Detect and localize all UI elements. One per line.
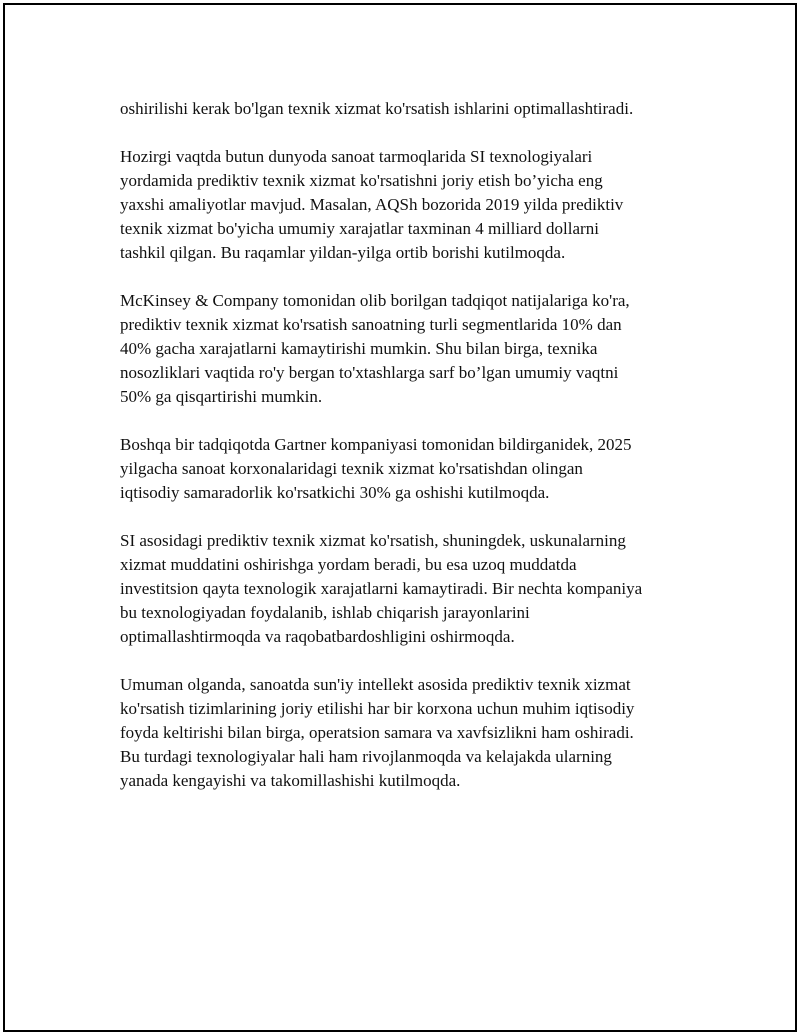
paragraph-2: Hozirgi vaqtda butun dunyoda sanoat tarmoqlarida SI texnologiyalari yordamida prediktiv texnik xizmat ko'rsatishni joriy etish bo’yicha eng yaxshi amaliyotlar mavjud. Masalan, AQSh bozorida 2019 yilda prediktiv texnik xizmat bo'yicha umumiy xarajatlar taxminan 4 milliard dollarni tashkil qilgan. Bu raqamlar yildan-yilga ortib borishi kutilmoqda.	[120, 147, 624, 262]
paragraph-6: Umuman olganda, sanoatda sun'iy intellekt asosida prediktiv texnik xizmat ko'rsatish tizimlarining joriy etilishi har bir korxona uchun muhim iqtisodiy foyda keltirishi bilan birga, operatsion samara va xavfsizlikni ham oshiradi. Bu turdagi texnologiyalar hali ham rivojlanmoqda va kelajakda ularning yanada kengayishi va takomillashishi kutilmoqda.	[120, 675, 635, 790]
paragraph-1: oshirilishi kerak bo'lgan texnik xizmat ko'rsatish ishlarini optimallashtiradi.	[120, 99, 634, 118]
document-page	[3, 3, 797, 1032]
paragraph-5: SI asosidagi prediktiv texnik xizmat ko'rsatish, shuningdek, uskunalarning xizmat muddatini oshirishga yordam beradi, bu esa uzoq muddatda investitsion qayta texnologik xarajatlarni kamaytiradi. Bir nechta kompaniya bu texnologiyadan foydalanib, ishlab chiqarish jarayonlarini optimallashtirmoqda va raqobatbardoshligini oshirmoqda.	[120, 531, 643, 646]
paragraph-3: McKinsey & Company tomonidan olib borilgan tadqiqot natijalariga ko'ra, prediktiv texnik xizmat ko'rsatish sanoatning turli segmentlarida 10% dan 40% gacha xarajatlarni kamaytirishi mumkin. Shu bilan birga, texnika nosozliklari vaqtida ro'y bergan to'xtashlarga sarf bo’lgan umumiy vaqtni 50% ga qisqartirishi mumkin.	[120, 291, 630, 406]
paragraph-4: Boshqa bir tadqiqotda Gartner kompaniyasi tomonidan bildirganidek, 2025 yilgacha sanoat korxonalaridagi texnik xizmat ko'rsatishdan olingan iqtisodiy samaradorlik ko'rsatkichi 30% ga oshishi kutilmoqda.	[120, 435, 632, 502]
document-body	[120, 97, 695, 817]
